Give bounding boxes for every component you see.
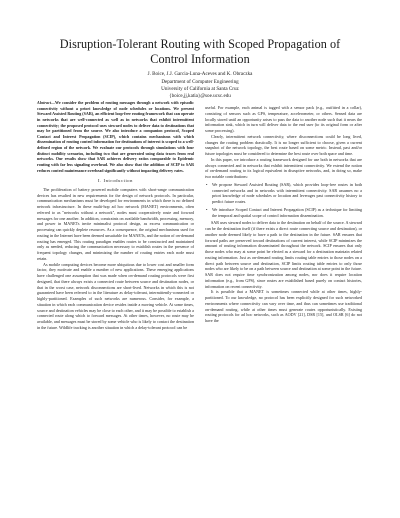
section-heading-introduction: I. Introduction [98, 178, 133, 184]
contribution-list [205, 182, 362, 219]
author-emails: {boice,jj,katia}@soe.ucsc.edu [169, 93, 231, 100]
author-names: J. Boice, J.J. Garcia-Luna-Aceves and K. Obraczka [147, 71, 253, 77]
intro-paragraph-5: In this paper, we introduce a routing framework designed for use both in networks that are always connected and in networks that exhibit intermittent connectivity. We extend the notion of on-demand routing to its logical equivalent in disruptive networks, and, in doing so, make two notable contributions: [205, 156, 362, 179]
intro-paragraph-3: useful. For example, each animal is tagged with a sensor pack (e.g., outfitted in a collar), consisting of sensors such as GPS, temperature, accelerometer, or others. Sensed data are locally stored until an opportunity arises to pass the data to another node such that it nears the information sink, which in turn will deliver data to the end user (to its original form or after some processing). [205, 105, 362, 133]
intro-paragraph-2: As mobile computing devices become more ubiquitous due to lower cost and smaller form factor, they motivate and enable a number of new applications. These emerging applications have challenged one assumption that was made when on-demand routing protocols were first designed, that there always exists a connected route between source and destination nodes, or that in the worst case, network disconnections are short-lived. Networks in which this is not guaranteed have been referred to in the literature as delay-tolerant, intermittently-connected or highly-partitioned. Examples of such networks are numerous. Consider, for example, a situation in which each communication device resides inside a moving vehicle. At some times, source and destination vehicles may be close to each other, and it may be possible to establish a connected route along which to forward messages. At other times, however, no route may be available, and messages must be stored by some vehicle who is likely to contact the destination in the future. Wildlife tracking is another situation in which a delay-tolerant protocol can be [37, 261, 194, 330]
abstract [37, 100, 194, 173]
abstract-label: Abstract [37, 100, 51, 105]
intro-paragraph-6: SAR uses steward nodes to deliver data to the destination on behalf of the source. A steward can be the destination itself (if there exists a direct route connecting source and destination), or another node deemed likely to have a path to the destination in the future. SAR ensures that forward paths are preserved toward destinations of current interest, while SCIP minimizes the amount of routing information disseminated throughout the network. SCIP ensures that only those nodes who may at some point be elected as a steward for a destination maintain related routing information. Just as on-demand routing limits routing table entries to those nodes on a direct path between source and destination, SCIP limits routing table entries to only those nodes who are likely to be on a path between source and destination at some point in the future. SAR does not require time synchronization among nodes, nor does it require location information (e.g., from GPS), since routes are established based purely on contact histories, information on recent connectivity. [205, 220, 362, 289]
intro-paragraph-7: It is possible that a MANET is sometimes connected while at other times, highly-partitioned. To our knowledge, no protocol has been explicitly designed for such networked environments where connectivity can vary over time, and thus can sometimes use traditional on-demand routing, while at other times must generate routes opportunistically. Existing routing protocols for ad hoc networks, such as AODV [21], DSR [15], and OLSR [6] do not have the [205, 289, 362, 323]
left-column [37, 100, 194, 331]
right-column [205, 105, 362, 324]
intro-paragraph-1: The proliferation of battery powered mobile computers with short-range communication devices has resulted in new requirements for the design of network protocols. In particular, communication mechanisms must be developed for environments in which there is no defined network infrastructure. In these multi-hop ad hoc network (MANET) environments, often referred to as "networks without a network", nodes must cooperatively route and forward messages for one another. In addition, constraints on available bandwidth, processing, memory, and power in MANETs invite minimalist protocol design, as excess communication or processing can quickly deplete resources. As a consequence, the original mechanisms used for routing in the Internet have been deemed unsuitable for MANETs, and the notion of on-demand routing has emerged. This routing paradigm enables routes to be constructed and maintained only as needed, reducing the communication necessary to establish routes in the presence of frequent topology changes, and minimizing the number of routing entries each node must retain. [37, 186, 194, 261]
department: Department of Computer Engineering [161, 79, 239, 86]
university: University of California at Santa Cruz [161, 86, 239, 93]
contribution-item-scip: • We introduce Scoped Contact and Interest Propagation (SCIP) as a technique for limiting the temporal and spatial scope of control information dissemination. [205, 207, 362, 219]
paper-title: Disruption-Tolerant Routing with Scoped Propagation of Control Information [59, 37, 341, 66]
abstract-text: —We consider the problem of routing messages through a network with episodic connectivity without a priori knowledge of node schedules or locations. We present Steward Assisted Routing (SAR), an efficient loop-free routing framework that can operate in networks that are well-connected as well as in networks that exhibit intermittent connectivity; the proposed protocol uses steward nodes to deliver data to destinations that may be partitioned from the source. We also introduce a companion protocol, Scoped Contact and Interest Propagation (SCIP), which contains mechanisms with which dissemination of routing control information for destinations of interest is scoped to a well-defined region of the network. We evaluate our protocols through simulations with four distinct mobility scenarios, including two that are generated using data traces from real networks. Our results show that SAR achieves delivery ratios comparable to Epidemic routing with far less signaling overhead. We also show that the addition of SCIP to SAR reduces control maintenance overhead significantly without impacting delivery rates. [37, 100, 194, 173]
author-block [60, 71, 340, 100]
contribution-item-sar: • We propose Steward Assisted Routing (SAR), which provides loop-free routes in both connected networks and in networks with intermittent connectivity. SAR assumes no a priori knowledge of node schedules or location and leverages past connectivity history to predict future routes. [205, 182, 362, 205]
intro-paragraph-4: Clearly, intermittent network connectivity, where disconnections could be long lived, changes the routing problem drastically. It is no longer sufficient to choose, given a current snapshot of the network topology, the best route based on some metric. Instead, past and/or future topologies must be considered to determine the best route over both space and time. [205, 133, 362, 156]
